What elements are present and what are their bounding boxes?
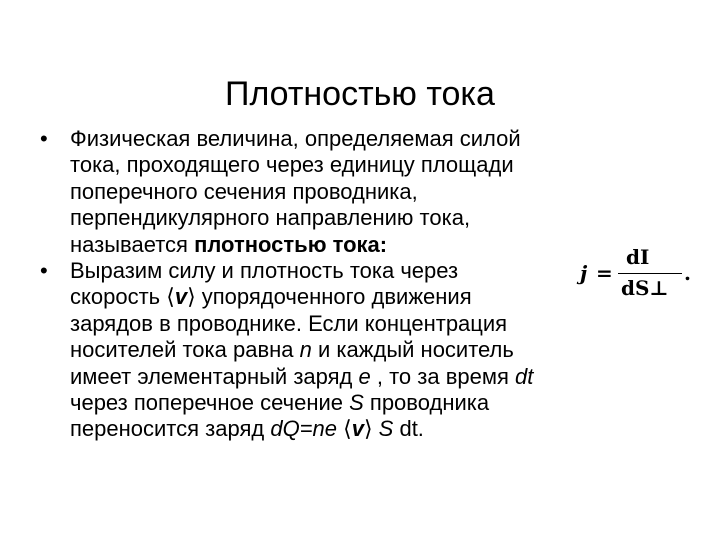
bullet2-line7-d: dt. — [393, 416, 424, 442]
formula-lhs: j — [580, 261, 588, 285]
bullet2-line2-a: скорость ⟨ — [70, 284, 175, 310]
area-symbol: S — [378, 416, 394, 442]
bullet2-line7 — [70, 416, 690, 442]
velocity-symbol: v — [351, 416, 364, 442]
bullet2-line6-b: проводника — [363, 390, 490, 416]
area-symbol: S — [349, 390, 364, 416]
bullet2-line6-a: через поперечное сечение — [70, 390, 350, 416]
time-symbol: dt — [515, 363, 534, 389]
velocity-symbol: v — [174, 284, 188, 310]
bullet2-line3: зарядов в проводнике. Если концентрация — [70, 310, 508, 336]
bullet2-line4-b: и каждый носитель — [311, 337, 514, 363]
current-density-formula — [574, 245, 694, 305]
bullet2-line4 — [70, 337, 690, 363]
formula-period: . — [684, 261, 691, 285]
charge-symbol: e — [358, 363, 371, 389]
formula-numerator: dI — [626, 245, 650, 269]
bullet2-line4-a: носителей тока равна — [70, 337, 300, 363]
bullet1-line1: Физическая величина, определяемая силой — [70, 126, 521, 151]
fraction-bar — [618, 273, 682, 274]
bullet1-line4: перпендикулярного направлению тока, — [70, 205, 471, 231]
formula-equals: = — [596, 261, 613, 285]
bullet-item-definition — [40, 126, 690, 258]
bullet1-term-bold: плотностью тока: — [194, 231, 388, 257]
bullet2-line5-a: имеет элементарный заряд — [70, 363, 359, 389]
bullet2-line2-b: ⟩ упорядоченного движения — [187, 284, 472, 310]
formula-denominator: dS⊥ — [621, 276, 669, 300]
bullet-marker: • — [40, 258, 48, 284]
bullet2-line5-b: , то за время — [370, 363, 516, 389]
concentration-symbol: n — [299, 337, 312, 363]
charge-formula: dQ=ne — [270, 416, 337, 442]
bullet2-line7-a: переносится заряд — [70, 416, 271, 442]
slide-title: Плотностью тока — [225, 75, 495, 113]
bullet2-line6 — [70, 390, 690, 416]
bullet2-line1: Выразим силу и плотность тока через — [70, 258, 459, 284]
bullet1-line5-text: называется — [70, 231, 195, 257]
bullet1-line2: тока, проходящего через единицу площади — [70, 152, 514, 178]
bullet2-line7-b: ⟨ — [337, 416, 352, 442]
bullet2-line7-c: ⟩ — [363, 416, 379, 442]
bullet2-line5 — [70, 364, 690, 390]
bullet-marker: • — [40, 126, 48, 151]
bullet1-line3: поперечного сечения проводника, — [70, 178, 418, 204]
